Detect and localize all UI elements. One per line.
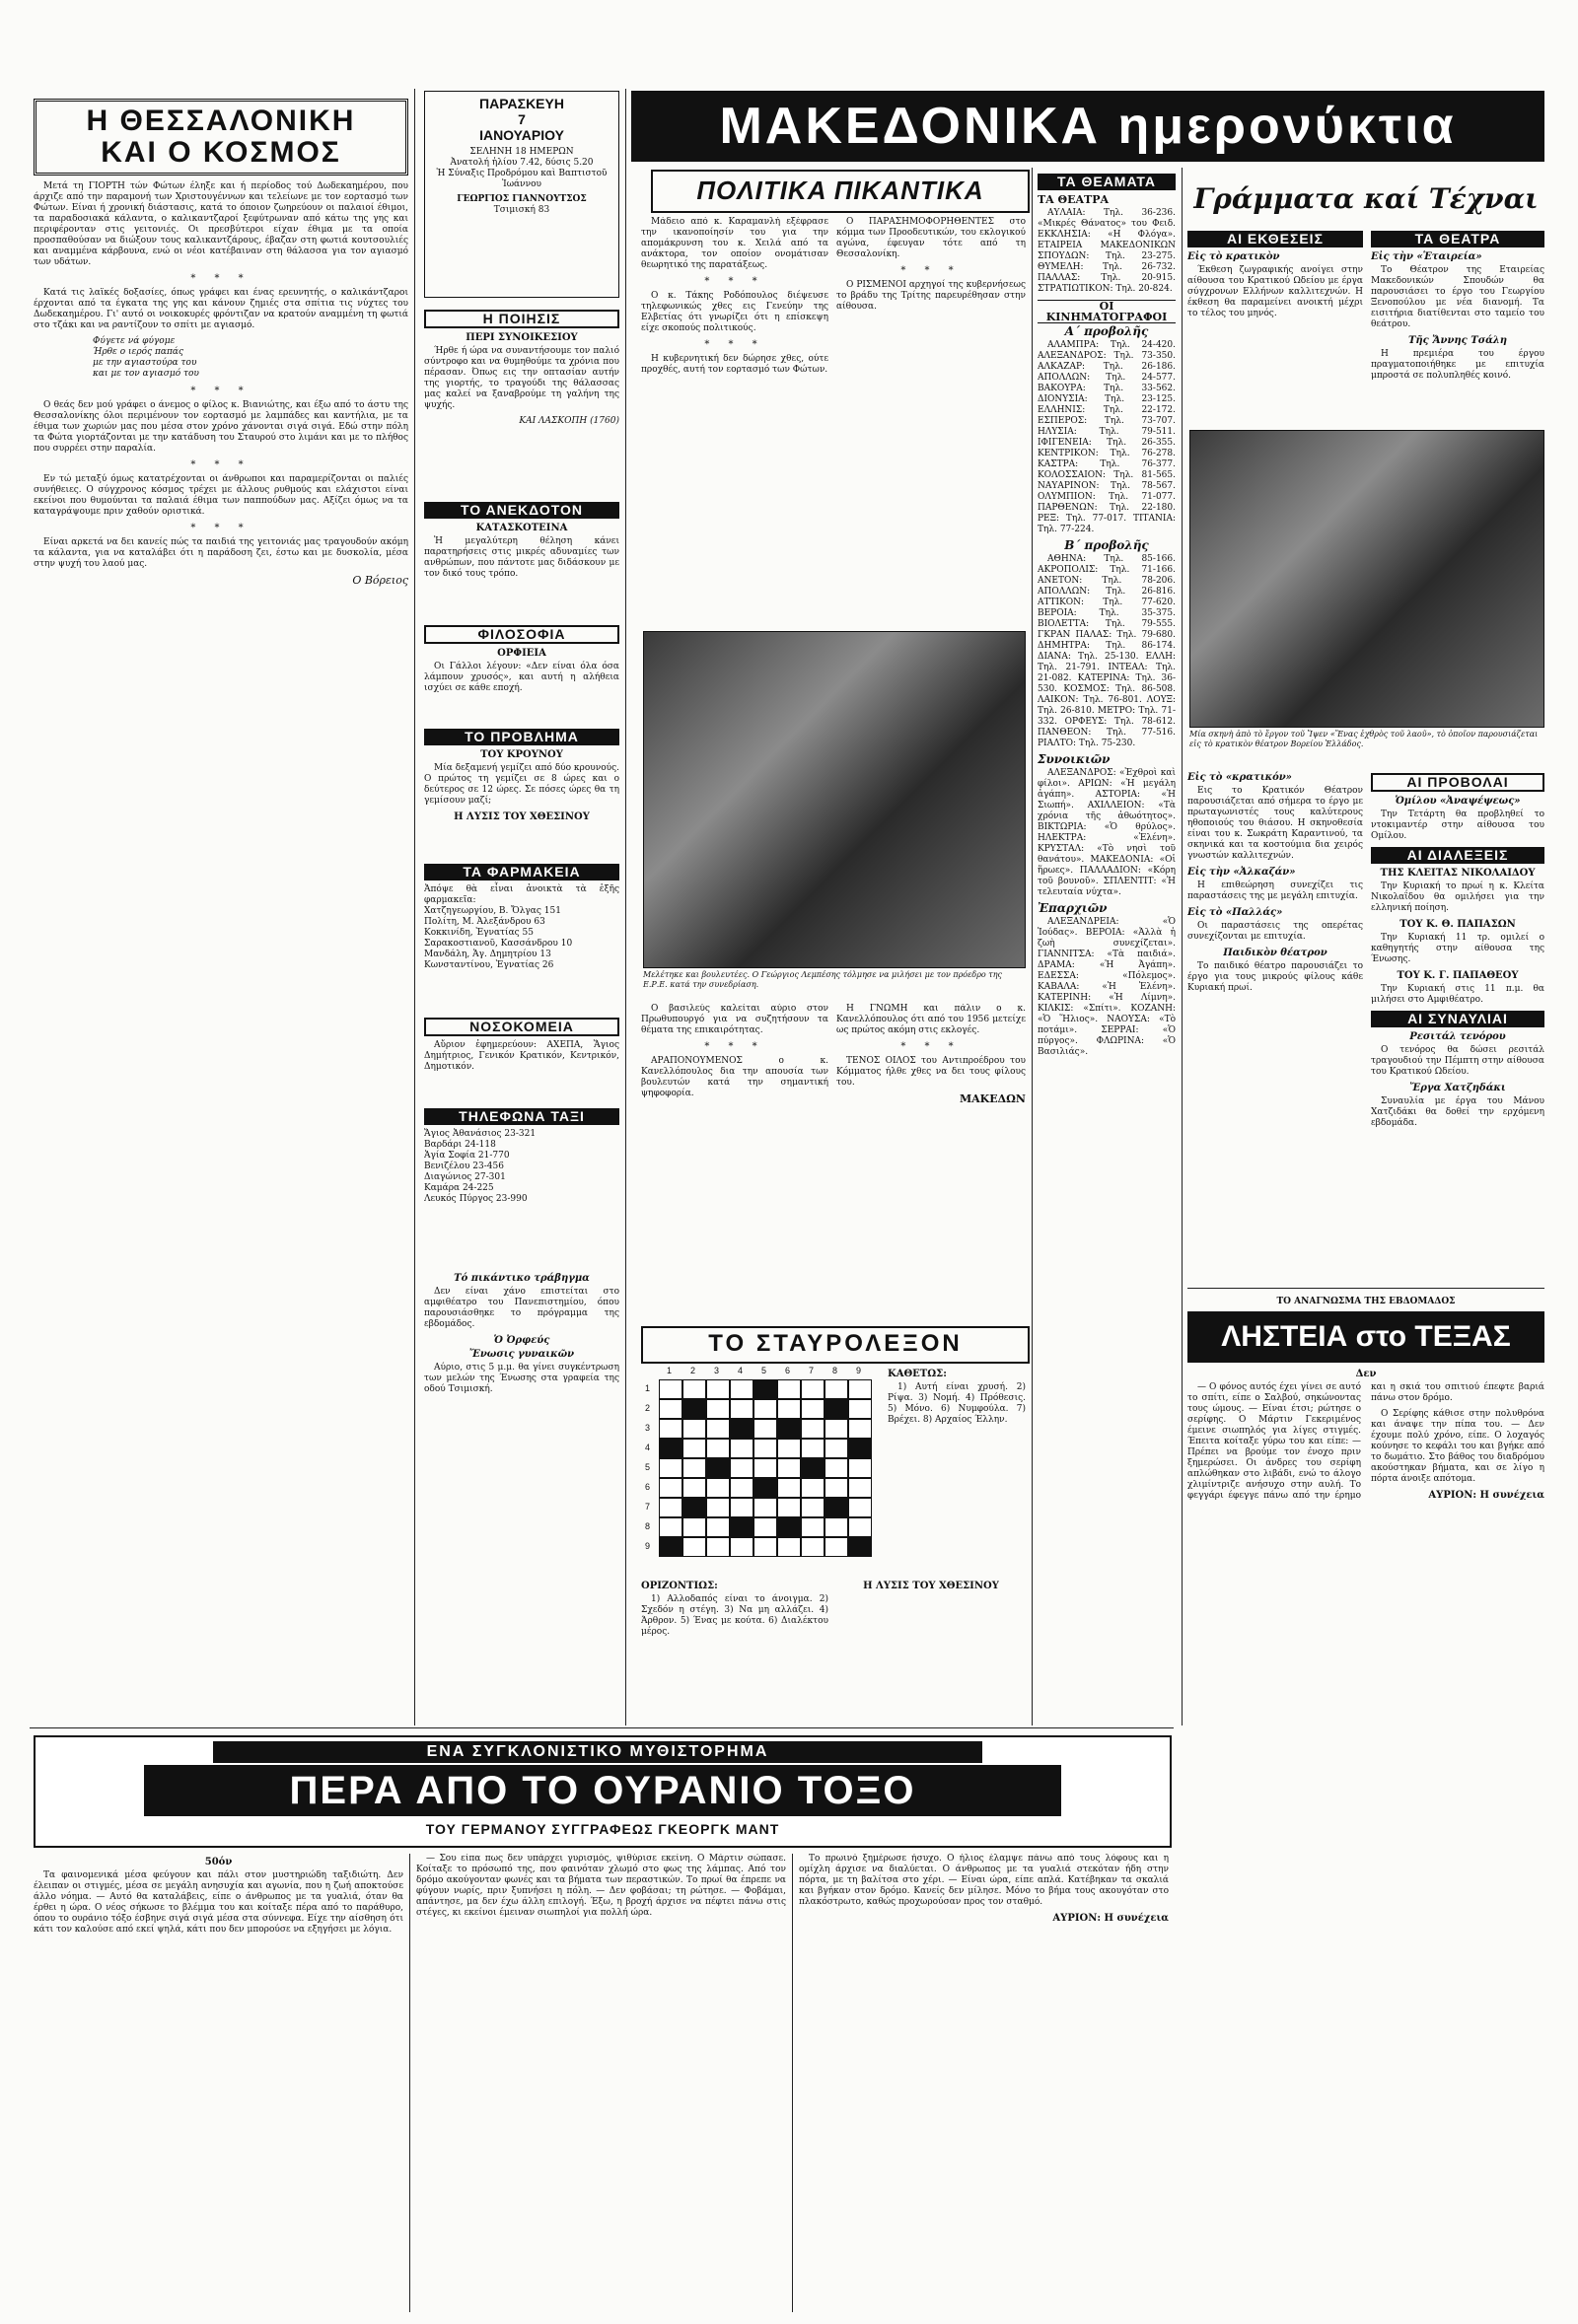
left-article-para4: Εν τώ μεταξύ όμως κατατρέχονται οι άνθρωποι και παραμερίζονται οι παλιές συνήθειες. Ο σύγχρονος κόσμος τρέχει με άλλους ρυθμούς και ελάχιστοι είναι εκείνοι που θυμούνται τα παλαιά έθιμα των παππούδων μας. Αξίζει όμως να τα καταγράψουμε πριν χαθούν οριστικά.: [34, 474, 408, 517]
crossword-cell[interactable]: [753, 1399, 777, 1419]
politics-p8: Η ΓΝΩΜΗ και πάλιν ο κ. Κανελλόπουλος ότι από του 1956 μετείχε ως πρώτος ακόμη στις εκλογές.: [836, 1004, 1026, 1035]
crossword-row-number: 2: [645, 1403, 651, 1413]
provinces-text: ΑΛΕΞΑΝΔΡΕΙΑ: «Ὁ Ἰούδας». ΒΕΡΟΙΑ: «Ἀλλὰ ἡ ζωὴ συνεχίζεται». ΓΙΑΝΝΙΤΣΑ: «Τὰ παιδιά». ΔΡΑΜΑ: «Ἡ Ἀγάπη». ΕΔΕΣΣΑ: «Πόλεμος». ΚΑΒΑΛΑ: «Ἡ Ἑλένη». ΚΑΤΕΡΙΝΗ: «Ἡ Λίμνη». ΚΙΛΚΙΣ: «Σπίτι». ΚΟΖΑΝΗ: «Ὁ Ἥλιος». ΝΑΟΥΣΑ: «Τὸ ποτάμι». ΣΕΡΡΑΙ: «Ὁ πύργος». ΦΛΩΡΙΝΑ: «Ὁ Βασιλιάς».: [1038, 917, 1176, 1057]
letters-theatres-subtitle: Εἰς τὴν «Ἑταιρεία»: [1371, 251, 1482, 262]
exhibitions-title: ΑΙ ΕΚΘΕΣΕΙΣ: [1187, 231, 1363, 247]
masthead-title: ΜΑΚΕΔΟΝΙΚΑ ημερονύκτια: [719, 98, 1457, 155]
poem: [93, 336, 408, 380]
crossword-cell[interactable]: [706, 1478, 730, 1498]
poetry-author: ΚΑΙ ΛΑΣΚΟΠΗ (1760): [519, 416, 619, 426]
projections-subtitle: Ὁμίλου «Ἀναψέψεως»: [1395, 796, 1521, 807]
crossword-cell[interactable]: [706, 1517, 730, 1537]
crossword-cell[interactable]: [753, 1458, 777, 1478]
poem-line: και με τον αγιασμό του: [93, 369, 199, 379]
poem-line: Ήρθε ο ιερός παπάς: [93, 347, 184, 357]
state-theatre-col: [1187, 769, 1363, 1282]
crossword-cell[interactable]: [730, 1379, 753, 1399]
crossword-vertical: 1) Αυτή είναι χρυσή. 2) Ρίψα. 3) Νομή. 4) Πρόθεσις. 5) Μόνο. 6) Νυμφούλα. 7) Βρέχει. 8) Αρχαίος Έλλην.: [888, 1382, 1026, 1425]
calendar-box: [424, 91, 619, 298]
politics-photo: [643, 631, 1026, 968]
hospitals-box: [424, 1014, 619, 1102]
exhibitions-text: Έκθεση ζωγραφικής ανοίγει στην αίθουσα του Κρατικού Ωδείου με έργα σύγχρονων Ελλήνων καλλιτεχνών. Η έκθεση θα παραμείνει ανοικτή μέχρι το τέλος του μηνός.: [1187, 265, 1363, 318]
suburbs-text: ΑΛΕΞΑΝΔΡΟΣ: «Ἐχθροὶ καὶ φίλοι». ΑΡΙΩΝ: «Ἡ μεγάλη ἀγάπη». ΑΣΤΟΡΙΑ: «Ἡ Σιωπή». ΑΧΙΛΛΕΙΟΝ: «Τὰ χρόνια τῆς ἀθωότητος». ΒΙΚΤΩΡΙΑ: «Ὁ θρύλος». ΗΛΕΚΤΡΑ: «Ἐλένη». ΚΡΥΣΤΑΛ: «Τὸ νησὶ τοῦ θανάτου». ΜΑΚΕΔΟΝΙΑ: «Οἱ ἥρωες». ΠΑΛΛΑΔΙΟΝ: «Κόρη τοῦ βουνοῦ». ΣΠΛΕΝΤΙΤ: «Ἡ τελευταία νύχτα».: [1038, 768, 1176, 897]
letters-theatres-text: Το Θέατρον της Εταιρείας Μακεδονικών Σπουδών θα παρουσιάσει το έργο του Γεωργίου Ξενοπούλου με νέα διανομή. Τα εισιτήρια διατίθενται στο ταμείο του θεάτρου.: [1371, 265, 1544, 329]
philosophy-subtitle: ΟΡΦΙΕΙΑ: [497, 648, 546, 659]
crossword-cell[interactable]: [706, 1419, 730, 1439]
second-run-heading: Β΄ προβολῆς: [1064, 538, 1149, 552]
calendar-day: ΠΑΡΑΣΚΕΥΗ: [479, 96, 564, 111]
crossword-answer: [836, 1578, 1026, 1716]
crossword-cell[interactable]: [825, 1458, 848, 1478]
lecture3-subtitle: ΤΟΥ Κ. Γ. ΠΑΠΑΘΕΟΥ: [1397, 970, 1519, 981]
crossword-cell[interactable]: [682, 1458, 706, 1478]
politics-p4: Ο ΠΑΡΑΣΗΜΟΦΟΡΗΘΕΝΤΕΣ στο κόμμα των Προοδευτικών, του εκλογικού αγώνα, έφευγαν τότε από τη Θεσσαλονίκη.: [836, 217, 1026, 259]
phone-item: Ἁγία Σοφία 21-770: [424, 1151, 510, 1161]
bottom-serial-continuation: ΑΥΡΙΟΝ: Η συνέχεια: [1052, 1913, 1169, 1924]
crossword-cell[interactable]: [682, 1478, 706, 1498]
crossword-horizontal-clues: [641, 1578, 828, 1716]
crossword-cell[interactable]: [801, 1399, 825, 1419]
bottom-serial-banner: [34, 1735, 1172, 1848]
misc-text1: Δεν είναι χάνο επιστείται στο αμφιθέατρο του Πανεπιστημίου, όπου παρουσιάσθηκε το πρόγραμμα της εβδομάδος.: [424, 1287, 619, 1329]
bottom-serial-text1: Τα φαινομενικά μέσα φεύγουν και πάλι στον μυστηριώδη ταξιδιώτη. Δεν έλειπαν οι στιγμές, μέσα σε μεγάλη ανησυχία και αγωνία, που η ζωή αποκτούσε άλλο νόημα. — Αυτό θα καταλάβεις, είπε ο άνθρωπος με τα γυαλιά, όταν θα έρθει η ώρα. Ο νέος σήκωσε το βλέμμα του και κοίταξε πέρα από το παράθυρο, όπου το ουράνιο τόξο έσβηνε σιγά σιγά μέσα στα σύννεφα. Είχε την αίσθηση ότι κάτι τον καλούσε από εκεί ψηλά, κάτι που δεν μπορούσε να εξηγήσει με λόγια.: [34, 1870, 403, 1935]
cinema-heading: ΟΙ ΚΙΝΗΜΑΤΟΓΡΑΦΟΙ: [1038, 300, 1176, 323]
phone-item: Καμάρα 24-225: [424, 1183, 494, 1193]
serial-right-text2: Ο Σερίφης κάθισε στην πολυθρόνα και άναψε την πίπα του. — Δεν έχουμε πολύ χρόνο, είπε. Ο λοχαγός κούνησε το κεφάλι του και βγήκε από το δωμάτιο. Στο βάθος του διαδρόμου ακούστηκαν βήματα, και σε λίγο η πόρτα άνοιξε απότομα.: [1371, 1409, 1544, 1484]
theatre-photo-caption: Μία σκηνὴ ἀπὸ τὸ ἔργον τοῦ Ἴψεν «Ἕνας ἐχθρὸς τοῦ λαοῦ», τὸ ὁποῖον παρουσιάζεται εἰς τὸ κρατικὸν θέατρον Βορείου Ἑλλάδος.: [1189, 730, 1539, 748]
phone-item: Ἄγιος Ἀθανάσιος 23-321: [424, 1129, 537, 1139]
first-run-heading: Α΄ προβολῆς: [1064, 324, 1149, 338]
crossword-answer-label: Η ΛΥΣΙΣ ΤΟΥ ΧΘΕΣΙΝΟΥ: [863, 1581, 999, 1591]
crossword-black-cell: [825, 1399, 848, 1419]
politics-author: ΜΑΚΕΔΩΝ: [959, 1092, 1026, 1105]
crossword-cell[interactable]: [777, 1498, 801, 1517]
crossword-cell[interactable]: [825, 1419, 848, 1439]
left-article: [34, 99, 408, 1721]
crossword-cell[interactable]: [730, 1458, 753, 1478]
crossword-cell[interactable]: [682, 1439, 706, 1458]
poem-line: με την αγιαστούρα του: [93, 358, 197, 368]
separator-stars: * * *: [190, 523, 251, 533]
crossword-cell[interactable]: [753, 1498, 777, 1517]
left-article-heading-line1: Η ΘΕΣΣΑΛΟΝΙΚΗ: [86, 105, 356, 137]
crossword-black-cell: [848, 1537, 872, 1557]
crossword-cell[interactable]: [659, 1379, 682, 1399]
crossword-cell[interactable]: [801, 1537, 825, 1557]
pharmacy-item: Χατζηγεωργίου, Β. Ὄλγας 151: [424, 906, 561, 916]
separator-stars: * * *: [704, 1041, 765, 1052]
politics-heading-text: ΠΟΛΙΤΙΚΑ ΠΙΚΑΝΤΙΚΑ: [696, 176, 984, 205]
letters-heading-text: Γράμματα καί Τέχναι: [1193, 182, 1539, 215]
crossword-cell[interactable]: [706, 1379, 730, 1399]
column-rule: [625, 89, 626, 1725]
letters-theatres-box: [1371, 227, 1544, 424]
chatz-text: Συναυλία με έργα του Μάνου Χατζιδάκι θα δοθεί την ερχόμενη εβδομάδα.: [1371, 1096, 1544, 1128]
theatre-photo: [1189, 430, 1544, 728]
misc-title1: Τό πικάντικο τράβηγμα: [454, 1273, 590, 1284]
crossword-cell[interactable]: [801, 1419, 825, 1439]
left-article-para3: Ο θεάς δεν μού γράφει ο άνεμος ο φίλος κ. Βιανιώτης, και έξω από το άστυ της Θεσσαλονίκης όλοι περιμένουν τον εορτασμό με λαμπάδες και καντήλια, με τα έθιμα των χωριών μας που μέσα στον χρόνο χάνονται σιγά σιγά. Εδώ στην πόλη τα Φώτα γιορτάζονται με την κατάδυση του Σταυρού στο λιμάνι και με το πλήθος που συρρέει στην παραλία.: [34, 400, 408, 454]
serial-right-chapter: Δεν: [1355, 1369, 1377, 1379]
misc-text2: Αύριο, στις 5 μ.μ. θα γίνει συγκέντρωση των μελών της Ένωσης στα γραφεία της οδού Τσιμισκή.: [424, 1363, 619, 1394]
phone-item: Βαρδάρι 24-118: [424, 1140, 496, 1150]
crossword-cell[interactable]: [777, 1537, 801, 1557]
politics-col4: [836, 1004, 1026, 1319]
separator-stars: * * *: [704, 276, 765, 287]
crossword-cell[interactable]: [659, 1458, 682, 1478]
pharmacy-item: Κωνσταντίνου, Ἐγνατίας 26: [424, 960, 554, 970]
crossword-cell[interactable]: [730, 1478, 753, 1498]
poetry-subtitle: ΠΕΡΙ ΣΥΝΟΙΚΕΣΙΟΥ: [466, 332, 578, 343]
separator-stars: * * *: [190, 273, 251, 284]
crossword-row-number: 7: [645, 1502, 651, 1512]
crossword-cell[interactable]: [848, 1458, 872, 1478]
crossword-cell[interactable]: [659, 1419, 682, 1439]
state-theatre-subtitle: Εἰς τὸ «κρατικόν»: [1187, 772, 1292, 783]
crossword-black-cell: [753, 1478, 777, 1498]
provinces-heading: Ἐπαρχιῶν: [1038, 901, 1108, 915]
serial-right-intro: ΤΟ ΑΝΑΓΝΩΣΜΑ ΤΗΣ ΕΒΔΟΜΑΔΟΣ: [1276, 1297, 1456, 1306]
theatres-subheading: ΤΑ ΘΕΑΤΡΑ: [1038, 193, 1110, 206]
politics-heading: [651, 170, 1030, 213]
left-article-signature: Ο Βόρειος: [352, 574, 408, 587]
pharmacy-item: Κοκκινίδη, Ἐγνατίας 55: [424, 928, 534, 938]
crossword-cell[interactable]: [730, 1498, 753, 1517]
politics-p3: Η κυβερνητική δεν δώρησε χθες, ούτε προχθές, αυτή τον εορτασμό των Φώτων.: [641, 354, 828, 375]
crossword-cell[interactable]: [801, 1498, 825, 1517]
politics-col2: [836, 217, 1026, 621]
calendar-month: ΙΑΝΟΥΑΡΙΟΥ: [479, 127, 564, 143]
politics-photo-caption: Μελέτηκε και βουλευτέες. Ο Γεώργιος Λεμπέσης τόλμησε να μιλήσει με τον πρόεδρο της Ε.Ρ.Ε. κατά την συνεδρίαση.: [643, 970, 1002, 989]
left-article-para5: Είναι αρκετά να δει κανείς πώς τα παιδιά της γειτονιάς μας τραγουδούν ακόμη τα κάλαντα, για να καταλάβει ότι η παράδοση ζει, έστω και με δυσκολία, μέσα στην ψυχή του λαού μας.: [34, 537, 408, 569]
column-rule: [792, 1854, 793, 2312]
serial-right-body: [1187, 1382, 1544, 1503]
politics-p2: Ο κ. Τάκης Ροδόπουλος διέψευσε τηλεφωνικώς χθες εις Γενεύην της Ελβετίας ότι γνωρίζει ότι η επίσκεψη είχε σκοπούς πολιτικούς.: [641, 291, 828, 333]
crossword-col-number: 4: [738, 1366, 744, 1375]
pharmacies-title: ΤΑ ΦΑΡΜΑΚΕΙΑ: [424, 864, 619, 880]
crossword-cell[interactable]: [777, 1458, 801, 1478]
politics-p6: Ο βασιλεύς καλείται αύριο στον Πρωθυπουργό για να συζητήσουν τα θέματα της επικαιρότητας.: [641, 1004, 828, 1035]
poetry-title: Η ΠΟΙΗΣΙΣ: [424, 310, 619, 328]
crossword-col-number: 1: [667, 1366, 673, 1375]
calendar-saints: Ἡ Σύναξις Προδρόμου καὶ Βαπτιστοῦ Ἰωάννου: [436, 169, 608, 189]
calendar-address: Τσιμισκή 83: [493, 205, 550, 215]
column-rule: [1182, 168, 1183, 1725]
crossword-row-number: 1: [645, 1383, 651, 1393]
hospitals-title: ΝΟΣΟΚΟΜΕΙΑ: [424, 1018, 619, 1036]
first-run-text: ΑΛΑΜΠΡΑ: Τηλ. 24-420. ΑΛΕΞΑΝΔΡΟΣ: Τηλ. 73-350. ΑΛΚΑΖΑΡ: Τηλ. 26-186. ΑΠΟΛΛΩΝ: Τηλ. 24-577. ΒΑΚΟΥΡΑ: Τηλ. 33-562. ΔΙΟΝΥΣΙΑ: Τηλ. 23-125. ΕΛΛΗΝΙΣ: Τηλ. 22-172. ΕΣΠΕΡΟΣ: Τηλ. 73-707. ΗΛΥΣΙΑ: Τηλ. 79-511. ΙΦΙΓΕΝΕΙΑ: Τηλ. 26-355. ΚΕΝΤΡΙΚΟΝ: Τηλ. 76-278. ΚΑΣΤΡΑ: Τηλ. 76-377. ΚΟΛΟΣΣΑΙΟΝ: Τηλ. 81-565. ΝΑΥΑΡΙΝΟΝ: Τηλ. 78-567. ΟΛΥΜΠΙΟΝ: Τηλ. 71-077. ΠΑΡΘΕΝΩΝ: Τηλ. 22-180. ΡΕΞ: Τηλ. 77-017. ΤΙΤΑΝΙΑ: Τηλ. 77-224.: [1038, 340, 1176, 534]
phones-box: [424, 1104, 619, 1262]
left-article-para2: Κατά τις λαϊκές δοξασίες, όπως γράφει και ένας ερευνητής, ο καλικάντζαροι έρχονται από τα έγκατα της γης και κάνουν ζημιές στα σπίτια τις νύχτες του Δωδεκαημέρου. Γι' αυτό οι νοικοκυρές φρόντιζαν να κρατούν αναμμένη τη φωτιά στο τζάκι και να ραντίζουν το σπίτι με αγιασμό.: [34, 288, 408, 330]
phone-item: Διαγώνιος 27-301: [424, 1172, 506, 1182]
phones-title: ΤΗΛΕΦΩΝΑ ΤΑΞΙ: [424, 1108, 619, 1125]
crossword-row-number: 6: [645, 1482, 651, 1492]
crossword-col-number: 9: [856, 1366, 862, 1375]
philosophy-title: ΦΙΛΟΣΟΦΙΑ: [424, 625, 619, 644]
poetry-text: Ήρθε ή ώρα να συναντήσουμε τον παλιό σύντροφο και να θυμηθούμε τα χρόνια που πέρασαν. Όπως εις την οπτασίαν αυτήν της γιορτής, το τραγούδι της θάλασσας μας καλεί να ξαναβρούμε τη γαλήνη της ψυχής.: [424, 346, 619, 410]
crossword-cell[interactable]: [825, 1537, 848, 1557]
crossword-cell[interactable]: [801, 1379, 825, 1399]
projections-title: ΑΙ ΠΡΟΒΟΛΑΙ: [1371, 773, 1544, 792]
crossword-cell[interactable]: [825, 1517, 848, 1537]
problem-text: Μία δεξαμενή γεμίζει από δύο κρουνούς. Ο πρώτος τη γεμίζει σε 8 ώρες και ο δεύτερος σε 12 ώρες. Σε πόσες ώρες θα τη γεμίσουν μαζί;: [424, 763, 619, 806]
politics-p9: ΤΕΝΟΣ ΟΙΛΟΣ του Αντιπροέδρου του Κόμματος ήλθε χθες να δει τους φίλους του.: [836, 1056, 1026, 1088]
crossword-cell[interactable]: [848, 1419, 872, 1439]
anecdote-text: Ἡ μεγαλύτερη θέληση κάνει παρατηρήσεις στις μικρές αδυναμίες των ανθρώπων, που πάντοτε μας διδάσκουν με τον δικό τους τρόπο.: [424, 536, 619, 579]
crossword-col-number: 7: [809, 1366, 815, 1375]
lectures-subtitle: ΤΗΣ ΚΛΕΙΤΑΣ ΝΙΚΟΛΑΙΔΟΥ: [1380, 868, 1536, 879]
crossword-cell[interactable]: [730, 1399, 753, 1419]
crossword-cell[interactable]: [682, 1517, 706, 1537]
bottom-serial-col3: [799, 1854, 1169, 2312]
crossword-cell[interactable]: [706, 1399, 730, 1419]
politics-p5: Ο ΡΙΣΜΕΝΟΙ αρχηγοί της κυβερνήσεως το βράδυ της Τρίτης παρευρέθησαν στην αίθουσα.: [836, 280, 1026, 312]
crossword-cell[interactable]: [730, 1439, 753, 1458]
separator-stars: * * *: [900, 1041, 962, 1052]
crossword-cell[interactable]: [659, 1478, 682, 1498]
crossword-cell[interactable]: [848, 1517, 872, 1537]
lecture2-subtitle: ΤΟΥ Κ. Θ. ΠΑΠΑΣΩΝ: [1399, 919, 1516, 930]
crossword-cell[interactable]: [801, 1439, 825, 1458]
crossword-cell[interactable]: [848, 1498, 872, 1517]
theatres-text: ΑΥΛΑΙΑ: Τηλ. 36-236. «Μικρές Θάνατος» του Φειδ. ΕΚΚΛΗΣΙΑ: «Η Φλόγα». ΕΤΑΙΡΕΙΑ ΜΑΚΕΔΟΝΙΚΩΝ ΣΠΟΥΔΩΝ: Τηλ. 23-275. ΘΥΜΕΛΗ: Τηλ. 26-732. ΠΑΛΛΑΣ: Τηλ. 20-915. ΣΤΡΑΤΙΩΤΙΚΟΝ: Τηλ. 20-824.: [1038, 208, 1176, 294]
philosophy-text: Οι Γάλλοι λέγουν: «Δεν είναι όλα όσα λάμπουν χρυσός», και αυτή η αλήθεια ισχύει σε κάθε εποχή.: [424, 662, 619, 693]
serial-right-continuation: ΑΥΡΙΟΝ: Η συνέχεια: [1428, 1490, 1544, 1501]
pallas-text: Οι παραστάσεις της οπερέτας συνεχίζονται με επιτυχία.: [1187, 921, 1363, 942]
philosophy-box: [424, 621, 619, 720]
crossword-cell[interactable]: [659, 1498, 682, 1517]
separator-stars: * * *: [900, 265, 962, 276]
gatherings-subtitle: Ρεσιτάλ τενόρου: [1409, 1031, 1506, 1042]
crossword-title: [641, 1326, 1030, 1364]
pharmacy-item: Μανδάλη, Ἁγ. Δημητρίου 13: [424, 950, 551, 959]
crossword-cell[interactable]: [682, 1379, 706, 1399]
pharmacies-box: [424, 860, 619, 1008]
calendar-date: 7: [518, 111, 526, 127]
crossword-cell[interactable]: [801, 1478, 825, 1498]
state-theatre-text: Εις το Κρατικόν Θέατρον παρουσιάζεται από σήμερα το έργο με πρωταγωνιστές τους καλύτερους ηθοποιούς του θιάσου. Η σκηνοθεσία είναι του κ. Σωκράτη Καραντινού, τα σκηνικά και τα κοστούμια δια χειρός γνωστών καλλιτεχνών.: [1187, 786, 1363, 861]
crossword-vertical-label: ΚΑΘΕΤΩΣ:: [888, 1369, 947, 1379]
politics-p7: ΑΡΑΠΟΝΟΥΜΕΝΟΣ ο κ. Κανελλόπουλος δια την απουσία των βουλευτών κατά την σημαντική ψηφοφορία.: [641, 1056, 828, 1098]
misc-title2: Ἔνωσις γυναικῶν: [468, 1349, 575, 1360]
left-article-heading-line2: ΚΑΙ Ο ΚΟΣΜΟΣ: [101, 136, 341, 169]
crossword-cell[interactable]: [801, 1517, 825, 1537]
crossword-cell[interactable]: [848, 1478, 872, 1498]
poetry-box: [424, 306, 619, 493]
pharmacy-item: Σαρακοστιανοῦ, Κασσάνδρου 10: [424, 939, 573, 949]
serial-right: [1187, 1294, 1544, 2309]
crossword-cell[interactable]: [682, 1537, 706, 1557]
gatherings-text: Ο τενόρος θα δώσει ρεσιτάλ τραγουδιού την Πέμπτη στην αίθουσα του Κρατικού Ωδείου.: [1371, 1045, 1544, 1077]
crossword-row-number: 9: [645, 1541, 651, 1551]
crossword-horizontal: 1) Αλλοδαπός είναι το άνοιγμα. 2) Σχεδόν η στέγη. 3) Να μη αλλάζει. 4) Άρθρον. 5) Ένας με κούτα. 6) Διαλέκτου μέρος.: [641, 1594, 828, 1637]
crossword-cell[interactable]: [753, 1419, 777, 1439]
serial-right-text: — Ο φόνος αυτός έχει γίνει σε αυτό το σπίτι, είπε ο Σαλβού, σηκώνοντας τους ώμους. — Είναι έτσι; ρώτησε ο σερίφης. Ο Μάρτιν Γεκεριμένος έμεινε σιωπηλός για λίγες στιγμές. Έπειτα κοίταξε γύρω του και είπε: — Πρέπει να βρούμε τον ένοχο πριν ξημερώσει. Οι άνδρες του σερίφη απλώθηκαν στο λιβάδι, ενώ το άλογο χλιμίντριζε ανήσυχο στην αυλή. Το φεγγάρι έφεγγε πάνω από την έρημο και η σκιά του σπιτιού έπεφτε βαριά πάνω στον δρόμο.: [1187, 1382, 1544, 1501]
bottom-serial-col1: [34, 1854, 403, 2312]
theatres-column: [1038, 170, 1176, 1718]
politics-p1: Μάδειο από κ. Καραμανλή εξέφρασε την ικανοποίησίν του για την απομάκρυνση του κ. Χειλά από τα ανάκτορα, τον οποίον ονομάτισαν θεωρητικό της παρατάξεως.: [641, 217, 828, 270]
lecture2-text: Την Κυριακή 11 τρ. ομιλεί ο καθηγητής στην αίθουσα της Ένωσης.: [1371, 933, 1544, 964]
crossword-grid[interactable]: [641, 1366, 878, 1573]
left-article-para1: Μετά τη ΓΙΟΡΤΗ τών Φώτων έληξε και ή περίοδος τού Δωδεκαημέρου, που άρχιζε από την παραμονή των Χριστουγέννων και τελείωνε με τον εορτασμό των Φώτων. Είναι ή χρονική διάστασις, κατά το όποιον ζωηρεύουν οι παλαιοί έθιμοι, τα παραδοσιακά κάλαντα, ο καλικαντζαροί ξεφύτρωναν από κάτω της γης και περιφέρονταν στις γειτονιές. Οι πρεσβύτεροι είχαν έθιμα με τα οποία προσπαθούσαν να διώξουν τους καλικαντζάρους, έβαζαν στη φωτιά κουτσουλιές και αναμμένα κάρβουνα, ενώ οι νέοι κατέβαιναν στη θάλασσα για τον αγιασμό των υδάτων.: [34, 181, 408, 267]
pharmacies-intro: Ἀπόψε θὰ εἶναι ἀνοικτὰ τὰ ἑξῆς φαρμακεῖα:: [424, 884, 619, 905]
poem-line: Φύγετε νά φύγομε: [93, 336, 176, 346]
crossword-cell[interactable]: [753, 1439, 777, 1458]
crossword-black-cell: [659, 1439, 682, 1458]
politics-col1: [641, 217, 828, 621]
crossword-black-cell: [753, 1379, 777, 1399]
crossword-cell[interactable]: [706, 1537, 730, 1557]
crossword-black-cell: [825, 1498, 848, 1517]
anecdote-title: ΤΟ ΑΝΕΚΔΟΤΟΝ: [424, 502, 619, 519]
crossword-col-number: 6: [785, 1366, 791, 1375]
gatherings-title: ΑΙ ΣΥΝΑΥΛΙΑΙ: [1371, 1011, 1544, 1027]
left-article-heading: [34, 99, 408, 176]
bottom-serial-title: ΠΕΡΑ ΑΠΟ ΤΟ ΟΥΡΑΝΙΟ ΤΟΞΟ: [144, 1765, 1061, 1816]
crossword-row-number: 3: [645, 1423, 651, 1433]
section-rule: [1187, 1288, 1544, 1289]
phone-item: Λευκός Πύργος 23-990: [424, 1194, 528, 1204]
crossword-black-cell: [682, 1399, 706, 1419]
bottom-serial-banner-top: ΕΝΑ ΣΥΓΚΛΟΝΙΣΤΙΚΟ ΜΥΘΙΣΤΟΡΗΜΑ: [213, 1741, 982, 1763]
crossword-black-cell: [682, 1498, 706, 1517]
crossword-black-cell: [730, 1517, 753, 1537]
crossword-black-cell: [730, 1419, 753, 1439]
crossword-cell[interactable]: [706, 1498, 730, 1517]
problem-subtitle: ΤΟΥ ΚΡΟΥΝΟΥ: [480, 749, 563, 760]
crossword-row-number: 8: [645, 1521, 651, 1531]
crossword-black-cell: [706, 1458, 730, 1478]
crossword-col-number: 2: [690, 1366, 696, 1375]
section-rule: [30, 1727, 1174, 1728]
calendar-sun: Ἀνατολή ἡλίου 7.42, δύσις 5.20: [450, 158, 594, 168]
crossword-col-number: 3: [714, 1366, 720, 1375]
exhibitions-box: [1187, 227, 1363, 424]
separator-stars: * * *: [704, 339, 765, 350]
crossword-cell[interactable]: [777, 1478, 801, 1498]
bottom-serial-banner-bottom: ΤΟΥ ΓΕΡΜΑΝΟΥ ΣΥΓΓΡΑΦΕΩΣ ΓΚΕΟΡΓΚ ΜΑΝΤ: [425, 1821, 780, 1837]
crossword-col-number: 8: [832, 1366, 838, 1375]
events-col: [1371, 769, 1544, 1282]
anecdote-subtitle: ΚΑΤΑΣΚΟΤΕΙΝΑ: [475, 523, 568, 533]
column-rule: [1032, 168, 1033, 1725]
crossword-cell[interactable]: [753, 1517, 777, 1537]
calendar-publisher: ΓΕΩΡΓΙΟΣ ΓΙΑΝΝΟΥΤΣΟΣ: [457, 194, 587, 204]
column-rule: [414, 89, 415, 1725]
children-text: Το παιδικό θέατρο παρουσιάζει το έργο για τους μικρούς φίλους κάθε Κυριακή πρωί.: [1187, 961, 1363, 993]
crossword-cell[interactable]: [777, 1399, 801, 1419]
separator-stars: * * *: [190, 459, 251, 470]
column-rule: [409, 1854, 410, 2312]
anna-text: Η πρεμιέρα του έργου πραγματοποιήθηκε με επιτυχία μπροστά σε πολυπληθές κοινό.: [1371, 349, 1544, 381]
lecture3-text: Την Κυριακή στις 11 π.μ. θα μιλήσει στο Αμφιθέατρο.: [1371, 984, 1544, 1005]
crossword-cell[interactable]: [659, 1517, 682, 1537]
anecdote-box: [424, 498, 619, 616]
problem-answer-label: Η ΛΥΣΙΣ ΤΟΥ ΧΘΕΣΙΝΟΥ: [454, 811, 590, 822]
calendar-moon: ΣΕΛΗΝΗ 18 ΗΜΕΡΩΝ: [469, 147, 574, 157]
crossword-cell[interactable]: [825, 1478, 848, 1498]
crossword-black-cell: [777, 1419, 801, 1439]
misc-title3: Ὁ Ὀρφεύς: [493, 1335, 550, 1346]
letters-theatres-title: ΤΑ ΘΕΑΤΡΑ: [1371, 231, 1544, 247]
crossword-black-cell: [848, 1439, 872, 1458]
crossword-black-cell: [659, 1537, 682, 1557]
crossword-cell[interactable]: [848, 1399, 872, 1419]
crossword-cell[interactable]: [825, 1439, 848, 1458]
children-subtitle: Παιδικὸν θέατρον: [1223, 948, 1327, 958]
bottom-serial-text2: — Σου είπα πως δεν υπάρχει γυρισμός, ψιθύρισε εκείνη. Ο Μάρτιν σώπασε. Κοίταξε το πρόσωπό της, που φαινόταν χλωμό στο φως της λάμπας. Από τον δρόμο ακούγονταν φωνές και τα βήματα των περαστικών. Το πρωί θα έπρεπε να φύγουν νωρίς, πριν ξυπνήσει η πόλη. — Δεν φοβάσαι; τη ρώτησε. — Φοβάμαι, απάντησε, μα δεν έχω άλλη επιλογή. Έξω, η βροχή άρχισε να πέφτει πάνω στις στέγες, κι εκείνοι έμειναν σιωπηλοί για πολλή ώρα.: [416, 1854, 786, 1918]
crossword-title-text: ΤΟ ΣΤΑΥΡΟΛΕΞΟΝ: [708, 1330, 963, 1357]
separator-stars: * * *: [190, 386, 251, 396]
politics-col3: [641, 1004, 828, 1319]
lectures-text: Την Κυριακή το πρωί η κ. Κλείτα Νικολαΐδου θα ομιλήσει για την ελληνική ποίηση.: [1371, 881, 1544, 913]
crossword-cell[interactable]: [706, 1439, 730, 1458]
letters-heading: [1187, 177, 1544, 221]
crossword-cell[interactable]: [848, 1379, 872, 1399]
crossword-horizontal-label: ΟΡΙΖΟΝΤΙΩΣ:: [641, 1581, 718, 1591]
crossword-row-number: 4: [645, 1443, 651, 1452]
crossword-cell[interactable]: [777, 1439, 801, 1458]
bottom-serial-chapter: 50όν: [204, 1857, 233, 1867]
hospitals-text: Αὔριον ἐφημερεύουν: ΑΧΕΠΑ, Ἅγιος Δημήτριος, Γενικόν Κρατικόν, Κεντρικόν, Δημοτικόν.: [424, 1040, 619, 1072]
crossword-cell[interactable]: [777, 1379, 801, 1399]
crossword-col-number: 5: [761, 1366, 767, 1375]
misc-notes: [424, 1270, 619, 1714]
lectures-title: ΑΙ ΔΙΑΛΕΞΕΙΣ: [1371, 847, 1544, 864]
bottom-serial-col2: [416, 1854, 786, 2312]
anna-title: Τῆς Ἄννης Τσάλη: [1407, 335, 1508, 346]
crossword-black-cell: [777, 1517, 801, 1537]
problem-box: [424, 725, 619, 853]
exhibitions-subtitle: Εἰς τὸ κρατικὸν: [1187, 251, 1280, 262]
crossword-row-number: 5: [645, 1462, 651, 1472]
crossword-black-cell: [801, 1458, 825, 1478]
chatz-subtitle: Ἔργα Χατζηδάκι: [1409, 1083, 1506, 1093]
theatres-heading: ΤΑ ΘΕΑΜΑΤΑ: [1038, 174, 1176, 190]
pallas-subtitle: Εἰς τὸ «Παλλάς»: [1187, 907, 1283, 918]
other-theatre-text: Η επιθεώρηση συνεχίζει τις παραστάσεις της με μεγάλη επιτυχία.: [1187, 880, 1363, 901]
crossword-vertical-clues: [888, 1366, 1026, 1573]
bottom-serial-text3: Το πρωινό ξημέρωσε ήσυχο. Ο ήλιος έλαμψε πάνω από τους λόφους και η ομίχλη άρχισε να διαλύεται. Ο άνθρωπος με τα γυαλιά στεκόταν ήδη στην πόρτα, με τη βαλίτσα στο χέρι. — Είναι ώρα, είπε απλά. Κατέβηκαν τα σκαλιά και βγήκαν στον δρόμο. Κανείς δεν μίλησε. Μόνο το βήμα τους ακουγόταν στο πλακόστρωτο, καθώς προχωρούσαν προς τον σταθμό.: [799, 1854, 1169, 1907]
crossword-cell[interactable]: [659, 1399, 682, 1419]
second-run-text: ΑΘΗΝΑ: Τηλ. 85-166. ΑΚΡΟΠΟΛΙΣ: Τηλ. 71-166. ΑΝΕΤΟΝ: Τηλ. 78-206. ΑΠΟΛΛΩΝ: Τηλ. 26-816. ΑΤΤΙΚΟΝ: Τηλ. 77-620. ΒΕΡΟΙΑ: Τηλ. 35-375. ΒΙΟΛΕΤΤΑ: Τηλ. 79-555. ΓΚΡΑΝ ΠΑΛΑΣ: Τηλ. 79-680. ΔΗΜΗΤΡΑ: Τηλ. 86-174. ΔΙΑΝΑ: Τηλ. 25-130. ΕΛΛΗ: Τηλ. 21-791. ΙΝΤΕΑΛ: Τηλ. 21-082. ΚΑΤΕΡΙΝΑ: Τηλ. 36-530. ΚΟΣΜΟΣ: Τηλ. 86-508. ΛΑΙΚΟΝ: Τηλ. 76-801. ΛΟΥΞ: Τηλ. 26-810. ΜΕΤΡΟ: Τηλ. 71-332. ΟΡΦΕΥΣ: Τηλ. 78-612. ΠΑΝΘΕΟΝ: Τηλ. 77-516. ΡΙΑΛΤΟ: Τηλ. 75-230.: [1038, 554, 1176, 748]
serial-right-title-block: [1187, 1311, 1544, 1363]
other-theatre-subtitle: Εἰς τὴν «Ἀλκαζάν»: [1187, 867, 1296, 878]
projections-text: Την Τετάρτη θα προβληθεί το ντοκιμαντέρ στην αίθουσα του Ομίλου.: [1371, 810, 1544, 841]
phone-item: Βενιζέλου 23-456: [424, 1162, 504, 1171]
problem-title: ΤΟ ΠΡΟΒΛΗΜΑ: [424, 729, 619, 745]
crossword-cell[interactable]: [825, 1379, 848, 1399]
serial-right-title: ΛΗΣΤΕΙΑ στο ΤΕΞΑΣ: [1221, 1320, 1511, 1353]
pharmacy-item: Πολίτη, Μ. Ἀλεξάνδρου 63: [424, 917, 545, 927]
crossword-cell[interactable]: [682, 1419, 706, 1439]
crossword-cell[interactable]: [753, 1537, 777, 1557]
masthead: [631, 91, 1544, 162]
suburbs-heading: Συνοικιῶν: [1038, 752, 1111, 766]
crossword-cell[interactable]: [730, 1537, 753, 1557]
